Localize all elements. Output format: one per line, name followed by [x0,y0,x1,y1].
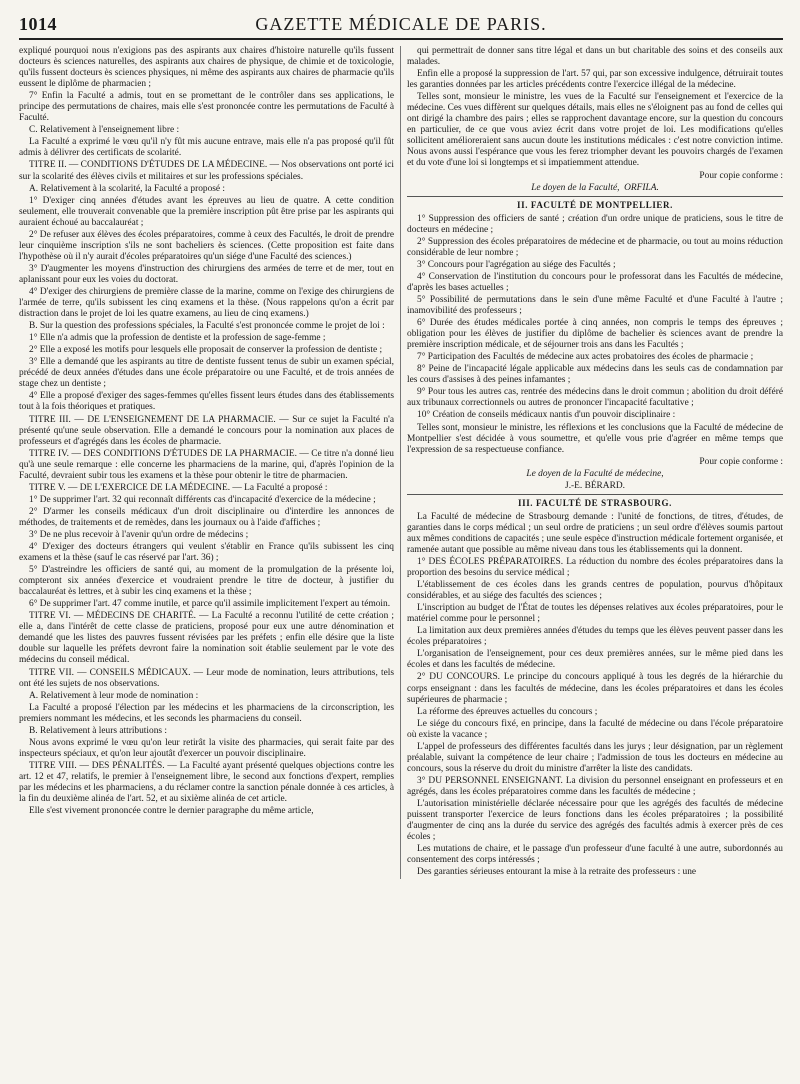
signature1-label: Pour copie conforme : [699,170,783,181]
section2-heading: II. FACULTÉ DE MONTPELLIER. [517,199,673,210]
signature2-name: J.-E. BÉRARD. [565,480,625,491]
paragraph: 2° D'armer les conseils médicaux d'un droit disciplinaire ou d'interdire les annonces de méthodes, de traitements et de remèdes, dans les journaux ou à l'aide d'affiches ; [19,506,394,528]
paragraph: 1° De supprimer l'art. 32 qui reconnaît différents cas d'incapacité d'exercice de la médecine ; [29,494,376,505]
paragraph: 3° Elle a demandé que les aspirants au titre de dentiste fussent tenus de subir un examen spécial, précédé de deux années d'études dans une école préparatoire ou une Faculté, et de trois années de stage chez un dentiste ; [19,357,394,390]
signature1-block [407,183,783,194]
paragraph: La Faculté a proposé l'élection par les médecins et les pharmaciens de la circonscription, les premiers nommant les médecins, et les seconds les pharmaciens du conseil. [19,702,394,724]
paragraph: A. Relativement à la scolarité, la Faculté a proposé : [29,183,226,194]
paragraph: 5° D'astreindre les officiers de santé qui, au moment de la promulgation de la présente loi, compteront six années d'exercice et voudraient prendre le titre de docteur, à justifier du baccalauréat ès lettres, et à subir les cinq examens et la thèse ; [19,565,394,598]
right-column [401,46,783,879]
paragraph: L'organisation de l'enseignement, pour ces deux premières années, sur le même pied dans les écoles et dans les facultés de médecine. [407,649,783,671]
paragraph: expliqué pourquoi nous n'exigions pas des aspirants aux chaires d'histoire naturelle qu'ils fussent docteurs ès sciences naturelles, des aspirants aux chaires de physique, de chimie et de toxicologie, qu'ils fussent docteurs ès sciences physiques, ni même des aspirants aux chaires de pharmacie qu'ils eussent le diplôme de pharmacien ; [19,46,394,90]
paragraph: 1° Suppression des officiers de santé ; création d'un ordre unique de praticiens, sous le titre de docteurs en médecine ; [407,213,783,235]
paragraph: B. Sur la question des professions spéciales, la Faculté s'est prononcée comme le projet de loi : [29,321,385,332]
paragraph: 2° Suppression des écoles préparatoires de médecine et de pharmacie, ou tout au moins réduction considérable de leur nombre ; [407,236,783,258]
paragraph: 4° Conservation de l'institution du concours pour le professorat dans les Facultés de médecine, d'après les bases actuelles ; [407,271,783,293]
page-header [19,12,783,40]
paragraph: 4° D'exiger des chirurgiens de première classe de la marine, comme on l'exige des chirurgiens de l'armée de terre, qu'ils subissent les cinq examens et la thèse. (Nous rappelons qu'on a écrit par distraction dans le projet de loi les quatre examens, au lieu de cinq examens.) [19,286,394,320]
section3-body [407,512,783,879]
paragraph: TITRE VIII. — DES PÉNALITÉS. — La Faculté ayant présenté quelques objections contre les art. 12 et 47, relatifs, le premier à l'enseignement libre, le second aux fonctions d'expert, remplies par les médecins et les pharmaciens, a du réclamer contre la sanction pénale donnée à ces articles, à la fin du deuxième alinéa de l'art. 52, et au sixième alinéa de cet article. [19,760,394,805]
paragraph: Telles sont, monsieur le ministre, les vues de la Faculté sur l'enseignement et l'exercice de la médecine. Ces vues diffèrent sur quelques détails, mais elles ne s'éloignent pas au fond de celles qui ont dirigé la chambre des pairs ; elles se rapprochent davantage encore, sur la question du concours en particulier, de ce que vous aviez écrit dans votre projet de loi. Les modifications qu'elles sollicitent amélioreraient sans aucun doute les institutions médicales : c'est notre conviction intime. Nous avons aussi l'espérance que vous les ferez triompher devant les pouvoirs chargés de l'examen et du vote d'une loi si longtemps et si impatiemment attendue. [407,92,783,169]
page-number: 1014 [19,14,57,34]
paragraph: Le siége du concours fixé, en principe, dans la faculté de médecine ou dans l'école préparatoire où existe la vacance ; [407,718,783,740]
signature1-title: Le doyen de la Faculté, [531,182,620,193]
paragraph: 10° Création de conseils médicaux nantis d'un pouvoir disciplinaire : [417,410,676,421]
paragraph: 2° De refuser aux élèves des écoles préparatoires, comme à ceux des Facultés, le droit de prendre leur cinquième inscription s'ils ne sont bacheliers ès sciences. (Cette proposition est faite dans l'hypothèse où il n'y aurait d'écoles préparatoires qu'un siége d'une Faculté des sciences.) [19,229,394,262]
section3-heading: III. FACULTÉ DE STRASBOURG. [518,497,672,508]
paragraph: 3° Concours pour l'agrégation au siége des Facultés ; [417,259,616,270]
paragraph: B. Relativement à leurs attributions : [29,725,167,736]
journal-title: GAZETTE MÉDICALE DE PARIS. [255,14,547,34]
paragraph: La Faculté de médecine de Strasbourg demande : l'unité de fonctions, de titres, d'études, de garanties dans le corps médical ; un seul ordre de praticiens ; un seul ordre d'élèves soumis partout aux mêmes conditions de capacités ; une seule espèce d'instruction médicale fortement organisée, et ramenée autant que possible au même niveau dans tous les établissements qui la donnent. [407,511,783,555]
paragraph: 3° De ne plus recevoir à l'avenir qu'un ordre de médecins ; [29,529,249,540]
paragraph: 4° Elle a proposé d'exiger des sages-femmes qu'elles fissent leurs études dans des établissements tout à la fois théoriques et pratiques. [19,391,394,413]
paragraph: TITRE III. — DE L'ENSEIGNEMENT DE LA PHARMACIE. — Sur ce sujet la Faculté n'a présenté qu'une seule observation. Elle a demandé le concours pour la nomination aux places de professeurs et d'agrégés dans les écoles de pharmacie. [19,414,394,447]
two-column-body [19,46,783,879]
paragraph: Elle s'est vivement prononcée contre le dernier paragraphe du même article, [29,806,314,817]
paragraph: 1° DES ÉCOLES PRÉPARATOIRES. La réduction du nombre des écoles préparatoires dans la proportion des besoins du service médical ; [407,557,783,579]
paragraph: 6° De supprimer l'art. 47 comme inutile, et parce qu'il assimile implicitement l'expert au témoin. [29,599,391,610]
right-column-intro [407,46,783,170]
paragraph: TITRE IV. — DES CONDITIONS D'ÉTUDES DE LA PHARMACIE. — Ce titre n'a donné lieu qu'à une seule remarque : elle concerne les pharmaciens de la marine, qui, d'après l'opinion de la Faculté, devraient subir tous les examens et la thèse pour obtenir le titre de pharmacien. [19,448,394,481]
paragraph: 8° Peine de l'incapacité légale applicable aux médecins dans les seuls cas de condamnation par les cours d'assises à des peines infamantes ; [407,364,783,386]
paragraph: La réforme des épreuves actuelles du concours ; [417,706,598,717]
paragraph: L'inscription au budget de l'État de toutes les dépenses relatives aux écoles préparatoires, pour le matériel comme pour le personnel ; [407,603,783,625]
paragraph: La limitation aux deux premières années d'études du temps que les élèves peuvent passer dans les écoles préparatoires ; [407,626,783,648]
paragraph: 2° Elle a exposé les motifs pour lesquels elle proposait de conserver la profession de dentiste ; [29,345,383,356]
section2-body [407,214,783,456]
paragraph: TITRE VII. — CONSEILS MÉDICAUX. — Leur mode de nomination, leurs attributions, tels ont été les sujets de nos observations. [19,667,394,689]
paragraph: Les mutations de chaire, et le passage d'un professeur d'une faculté à une autre, subordonnés au consentement des corps intéressés ; [407,844,783,866]
paragraph: 2° DU CONCOURS. Le principe du concours appliqué à tous les degrés de la hiérarchie du corps enseignant : dans les facultés de médecine, dans les écoles préparatoires et dans les écoles supérieures de pharmacie ; [407,672,783,705]
paragraph: 3° D'augmenter les moyens d'instruction des chirurgiens des armées de terre et de mer, tout en aplanissant pour eux les voies du doctorat. [19,263,394,285]
paragraph: 5° Possibilité de permutations dans le sein d'une même Faculté et d'une Faculté à l'autre ; inamovibilité des professeurs ; [407,294,783,317]
paragraph: L'appel de professeurs des différentes facultés dans les jurys ; leur désignation, par un règlement préalable, suivant la compétence de leur chaire ; l'admission de tous les docteurs en médecine au concours, sous la réserve du droit du ministre d'arrêter la liste des candidats. [407,741,783,774]
paragraph: Enfin elle a proposé la suppression de l'art. 57 qui, par son excessive indulgence, détruirait toutes les garanties données par les articles précédents contre l'exercice illégal de la médecine. [407,69,783,91]
paragraph: 9° Pour tous les autres cas, rentrée des médecins dans le droit commun ; abolition du droit déféré aux tribunaux correctionnels ou autres de prononcer l'incapacité facultative ; [407,387,783,409]
paragraph: L'établissement de ces écoles dans les grands centres de population, pourvus d'hôpitaux considérables, et au siége des facultés des sciences ; [407,580,783,602]
paragraph: A. Relativement à leur mode de nomination : [29,690,199,701]
paragraph: 1° D'exiger cinq années d'études avant les épreuves au lieu de quatre. A cette condition seulement, elle trouverait convenable que la première inscription pût être prise par les aspirants qui auraient échoué au baccalauréat ; [19,195,394,228]
section-divider [407,196,783,197]
paragraph: 1° Elle n'a admis que la profession de dentiste et la profession de sage-femme ; [29,333,326,344]
paragraph: Nous avons exprimé le vœu qu'on leur retirât la visite des pharmacies, qui serait faite par des inspecteurs spéciaux, et qu'on leur ajoutât d'exercer un pouvoir disciplinaire. [19,737,394,759]
paragraph: TITRE V. — DE L'EXERCICE DE LA MÉDECINE. — La Faculté a proposé : [29,482,328,493]
signature2-title: Le doyen de la Faculté de médecine, [526,468,664,479]
signature1-name: ORFILA. [624,182,659,193]
paragraph: 7° Enfin la Faculté a admis, tout en se promettant de le contrôler dans ses applications, le principe des permutations de chaires, mais elle s'est prononcée contre les permutations de Faculté à Faculté. [19,91,394,124]
paragraph: C. Relativement à l'enseignement libre : [29,125,180,136]
paragraph: 6° Durée des études médicales portée à cinq années, non compris le temps des épreuves ; obligation pour les élèves de justifier du diplôme de bachelier ès sciences avant de prendre la première inscription médicale, et de séjourner trois ans dans les Facultés ; [407,318,783,351]
paragraph: La Faculté a exprimé le vœu qu'il n'y fût mis aucune entrave, mais elle n'a pas proposé qu'il fût admis à délivrer des certificats de scolarité. [19,137,394,159]
paragraph: TITRE VI. — MÉDECINS DE CHARITÉ. — La Faculté a reconnu l'utilité de cette création ; elle a, dans l'intérêt de cette classe de praticiens, proposé pour eux une autre dénomination et demandé que les listes des pauvres fussent révisées par les préfets ; enfin elle désire que la liste double sur laquelle les préfets devront faire la nomination soit établie seulement par le vote des médecins du conseil médical. [19,611,394,666]
paragraph: 3° DU PERSONNEL ENSEIGNANT. La division du personnel enseignant en professeurs et en agrégés, dans les écoles préparatoires comme dans les facultés de médecine ; [407,775,783,797]
paragraph: 4° D'exiger des docteurs étrangers qui veulent s'établir en France qu'ils subissent les cinq examens et la thèse (sauf le cas réservé par l'art. 36) ; [19,542,394,564]
paragraph: TITRE II. — CONDITIONS D'ÉTUDES DE LA MÉDECINE. — Nos observations ont porté ici sur la scolarité des élèves civils et militaires et sur les professions spéciales. [19,160,394,182]
paragraph: qui permettrait de donner sans titre légal et dans un but charitable des soins et des conseils aux malades. [407,46,783,68]
paragraph: L'autorisation ministérielle déclarée nécessaire pour que les agrégés des facultés de médecine puissent transporter l'exercice de leurs fonctions dans les écoles préparatoires ; la possibilité d'augmenter de cinq ans la durée du service des agrégés des facultés admis à exercer près de ces écoles ; [407,799,783,843]
paragraph: Des garanties sérieuses entourant la mise à la retraite des professeurs : une [417,867,697,878]
paragraph: Telles sont, monsieur le ministre, les réflexions et les conclusions que la Faculté de médecine de Montpellier s'est décidée à vous soumettre, et qu'elle vous prie d'agréer en même temps que l'expression de sa respectueuse confiance. [407,422,783,455]
paragraph: 7° Participation des Facultés de médecine aux actes probatoires des écoles de pharmacie ; [417,352,754,363]
left-column [19,46,401,879]
signature2-label: Pour copie conforme : [699,456,783,467]
section-divider [407,494,783,495]
